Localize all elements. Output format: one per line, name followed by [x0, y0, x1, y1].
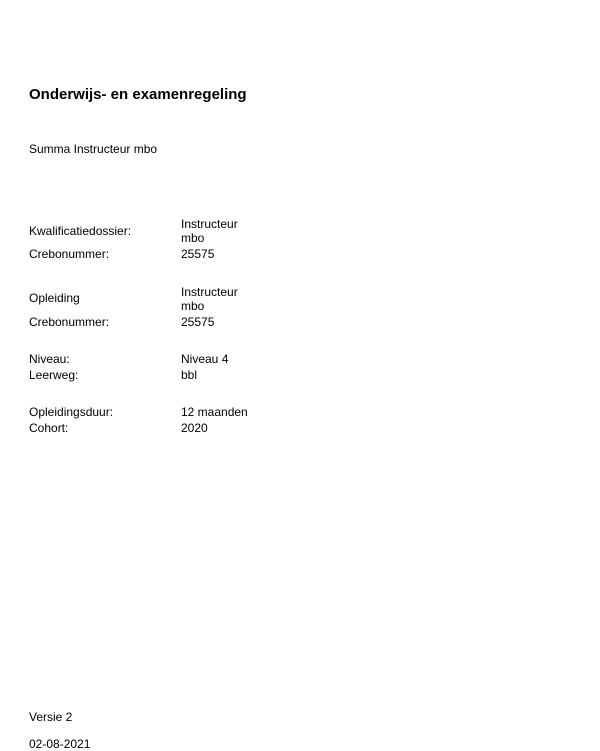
niveau-label: Niveau:: [29, 352, 70, 366]
kwalificatiedossier-value-line2: mbo: [181, 231, 205, 245]
kwalificatiedossier-label: Kwalificatiedossier:: [29, 224, 132, 238]
crebonummer-label: Crebonummer:: [29, 247, 110, 261]
leerweg-value: bbl: [181, 368, 198, 382]
crebonummer-value: 25575: [181, 247, 215, 261]
document-title: Onderwijs- en examenregeling: [29, 86, 247, 103]
cohort-label: Cohort:: [29, 421, 69, 435]
version-text: Versie 2: [29, 710, 73, 724]
opleidingsduur-value: 12 maanden: [181, 405, 248, 419]
opleidingsduur-label: Opleidingsduur:: [29, 405, 114, 419]
document-subtitle: Summa Instructeur mbo: [29, 142, 158, 156]
crebonummer-label-2: Crebonummer:: [29, 315, 110, 329]
kwalificatiedossier-value-line1: Instructeur: [181, 217, 238, 231]
opleiding-label: Opleiding: [29, 291, 80, 305]
opleiding-value-line2: mbo: [181, 299, 205, 313]
niveau-value: Niveau 4: [181, 352, 229, 366]
opleiding-value-line1: Instructeur: [181, 285, 238, 299]
cohort-value: 2020: [181, 421, 208, 435]
date-text: 02-08-2021: [29, 737, 91, 751]
leerweg-label: Leerweg:: [29, 368, 79, 382]
crebonummer-value-2: 25575: [181, 315, 215, 329]
